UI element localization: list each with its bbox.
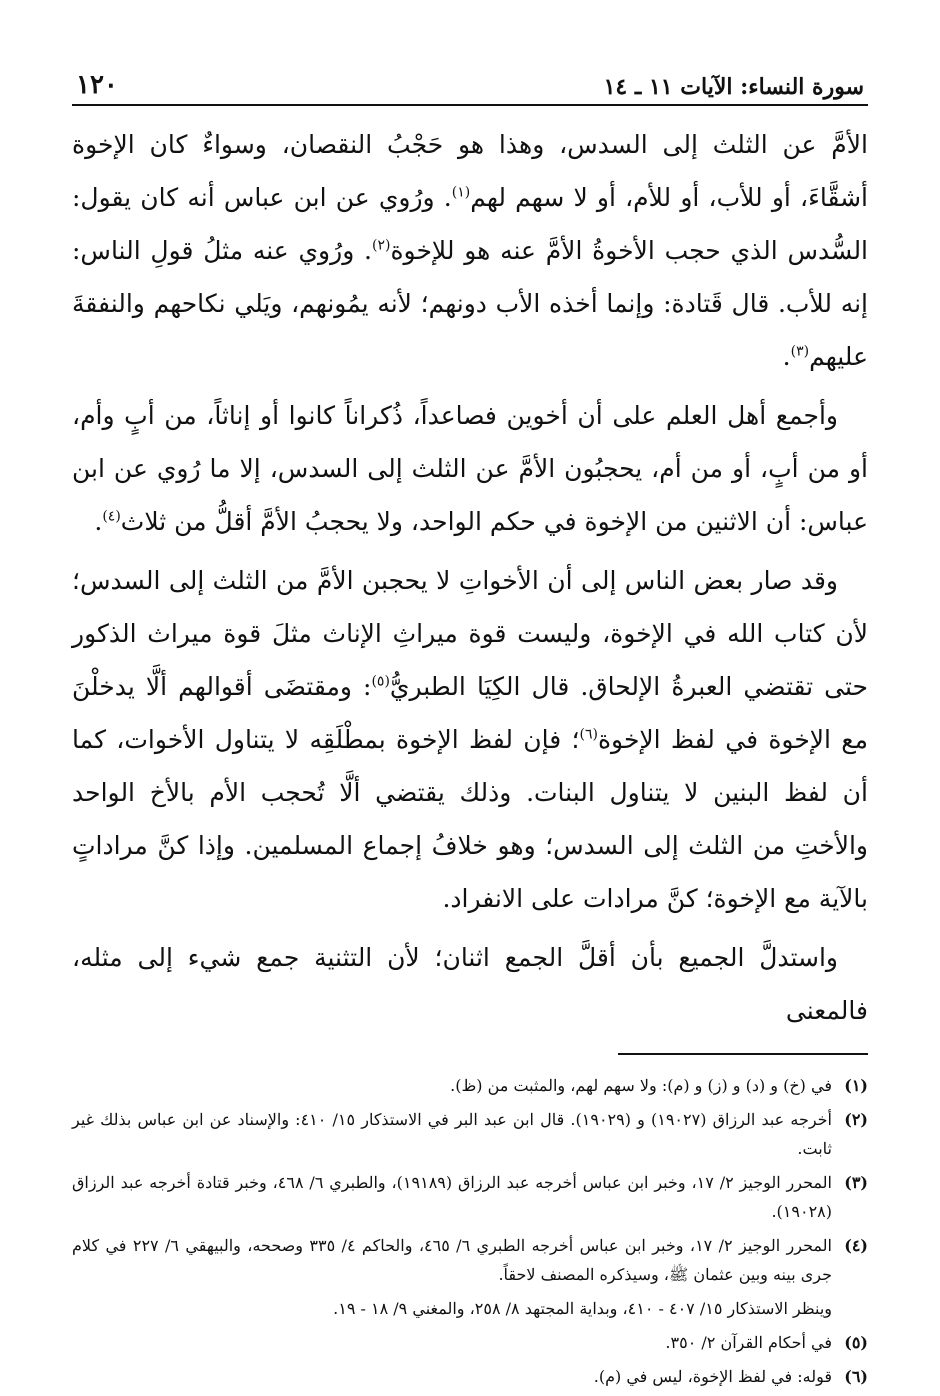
- running-title: سورة النساء: الآيات ١١ ـ ١٤: [603, 74, 864, 100]
- footnote-ref-3: (٣): [790, 343, 810, 360]
- footnote-text: المحرر الوجيز ٢/ ١٧، وخبر ابن عباس أخرجه الطبري ٦/ ٤٦٥، والحاكم ٤/ ٣٣٥ وصححه، والبيهقي ٦/ ٢٢٧ في كلام جرى بينه وبين عثمان ﷺ، وسيذكره المصنف لاحقاً.: [72, 1236, 832, 1284]
- footnote-3: [72, 1168, 868, 1226]
- footnote-text: المحرر الوجيز ٢/ ١٧، وخبر ابن عباس أخرجه عبد الرزاق (١٩١٨٩)، والطبري ٦/ ٤٦٨، وخبر قتادة أخرجه عبد الرزاق (١٩٠٢٨).: [72, 1173, 833, 1221]
- page-header: [72, 60, 868, 106]
- text-segment: وأجمع أهل العلم على أن أخوين فصاعداً، ذُكراناً كانوا أو إناثاً، من أبٍ وأم، أو من أبٍ، أو من أم، يحجبُون الأمَّ عن الثلث إلى السدس، إلا ما رُوي عن ابن عباس: أن الاثنين من الإخوة في حكم الواحد، ولا يحجبُ الأمَّ أقلُّ من ثلاث: [72, 401, 868, 536]
- text-segment: الأمَّ عن الثلث إلى السدس، وهذا هو حَجْبُ النقصان، وسواءٌ كان الإخوة أشقَّاءَ، أو للأب، أو للأم، أو لا سهم لهم: [72, 130, 868, 212]
- footnote-number: (٦): [844, 1367, 868, 1386]
- main-text: [72, 118, 868, 1037]
- footnote-number: (٤): [844, 1236, 868, 1255]
- text-segment: ؛ فإن لفظ الإخوة بمطْلَقِه لا يتناول الأخوات، كما أن لفظ البنين لا يتناول البنات. وذلك يقتضي ألَّا تُحجب الأم بالأخ الواحد والأختِ من الثلث إلى السدس؛ وهو خلافُ إجماع المسلمين. وإذا كنَّ مراداتٍ بالآية مع الإخوة؛ كنَّ مرادات على الانفراد.: [72, 725, 868, 913]
- text-segment: .: [782, 342, 791, 371]
- paragraph-2: [72, 389, 868, 548]
- footnote-6: [72, 1362, 868, 1391]
- footnote-text: وينظر الاستذكار ١٥/ ٤٠٧ - ٤١٠، وبداية المجتهد ٨/ ٢٥٨، والمغني ٩/ ١٨ - ١٩.: [333, 1299, 832, 1318]
- text-segment: : ومقتضَى أقوالهم ألَّا يدخلْنَ مع الإخوة في لفظ الإخوة: [72, 672, 868, 754]
- footnote-ref-1: (١): [451, 184, 471, 201]
- text-segment: وقد صار بعض الناس إلى أن الأخواتِ لا يحجبن الأمَّ من الثلث إلى السدس؛ لأن كتاب الله في الإخوة، وليست قوة ميراثِ الإناث مثلَ قوة ميراث الذكور حتى تقتضي العبرةُ الإلحاق. قال الكِيَا الطبريُّ: [72, 566, 868, 701]
- text-segment: .: [94, 507, 103, 536]
- footnote-ref-2: (٢): [371, 237, 391, 254]
- footnote-4: [72, 1231, 868, 1289]
- text-segment: واستدلَّ الجميع بأن أقلَّ الجمع اثنان؛ لأن التثنية جمع شيء إلى مثله، فالمعنى: [72, 943, 868, 1025]
- footnote-ref-5: (٥): [371, 673, 390, 690]
- book-page: [72, 60, 868, 1396]
- footnote-2: [72, 1105, 868, 1163]
- paragraph-3: [72, 554, 868, 925]
- footnote-text: في أحكام القرآن ٢/ ٣٥٠.: [665, 1333, 832, 1352]
- text-segment: . ورُوي عن ابن عباس أنه كان يقول: السُّدس الذي حجب الأخوةُ الأمَّ عنه هو للإخوة: [72, 183, 869, 265]
- footnote-5: [72, 1328, 868, 1357]
- footnote-number: (١): [844, 1076, 868, 1095]
- paragraph-1: [72, 118, 868, 383]
- footnote-text: في (خ) و (د) و (ز) و (م): ولا سهم لهم، والمثبت من (ظ).: [450, 1076, 832, 1095]
- footnotes: [72, 1071, 868, 1391]
- footnote-number: (٢): [844, 1110, 868, 1129]
- footnote-ref-4: (٤): [102, 508, 121, 525]
- footnote-divider: [618, 1053, 868, 1055]
- text-segment: . ورُوي عنه مثلُ قولِ الناس: إنه للأب. قال قَتادة: وإنما أخذه الأب دونهم؛ لأنه يمُونهم، ويَلي نكاحهم والنفقةَ عليهم: [72, 236, 868, 371]
- footnote-number: (٣): [844, 1173, 868, 1192]
- footnote-text: قوله: في لفظ الإخوة، ليس في (م).: [593, 1367, 832, 1386]
- footnote-number: (٥): [844, 1333, 868, 1352]
- page-number: ١٢٠: [76, 70, 118, 100]
- footnote-ref-6: (٦): [579, 726, 598, 743]
- paragraph-4: [72, 931, 868, 1037]
- footnote-text: أخرجه عبد الرزاق (١٩٠٢٧) و (١٩٠٢٩). قال ابن عبد البر في الاستذكار ١٥/ ٤١٠: والإسناد عن ابن عباس بذلك غير ثابت.: [72, 1110, 833, 1158]
- footnote-4-continued: [72, 1294, 868, 1323]
- footnote-1: [72, 1071, 868, 1100]
